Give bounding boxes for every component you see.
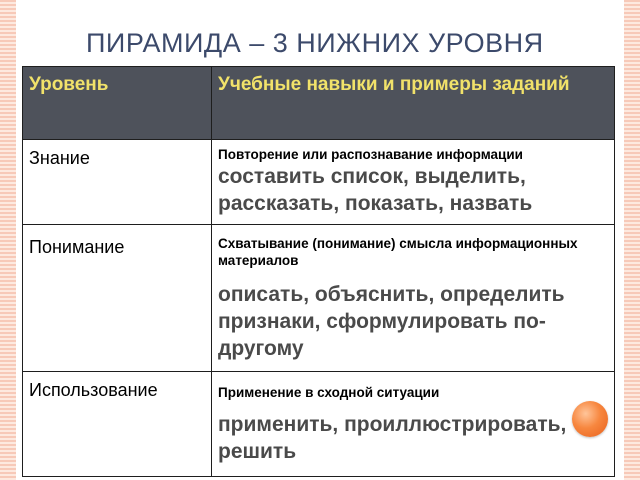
skills-cell (212, 140, 615, 225)
level-cell (23, 225, 212, 372)
right-border-stripe (624, 0, 640, 480)
header-skills: Учебные навыки и примеры заданий (212, 67, 615, 140)
table-row (23, 372, 615, 477)
slide (16, 0, 624, 480)
level-cell (23, 372, 212, 477)
level-name: Знание (29, 148, 90, 168)
level-name: Понимание (29, 237, 125, 257)
skill-examples: составить список, выделить, рассказать, показать, назвать (218, 165, 533, 215)
table-header-row (23, 67, 615, 140)
skill-examples: применить, проиллюстрировать, решить (218, 413, 567, 463)
table-row (23, 140, 615, 225)
skill-description: Применение в сходной ситуации (218, 385, 440, 400)
level-cell (23, 140, 212, 225)
table-row (23, 225, 615, 372)
navigation-circle-button[interactable] (572, 401, 608, 437)
skill-examples: описать, объяснить, определить признаки, сформулировать по-другому (218, 283, 565, 360)
skill-description: Схватывание (понимание) смысла информационных материалов (218, 236, 578, 268)
slide-title: ПИРАМИДА – 3 НИЖНИХ УРОВНЯ (86, 28, 544, 58)
skills-cell (212, 225, 615, 372)
skills-cell (212, 372, 615, 477)
skill-description: Повторение или распознавание информации (218, 147, 523, 162)
level-name: Использование (29, 380, 158, 400)
header-level: Уровень (23, 67, 212, 140)
pyramid-table (22, 66, 615, 477)
left-border-stripe (0, 0, 16, 480)
